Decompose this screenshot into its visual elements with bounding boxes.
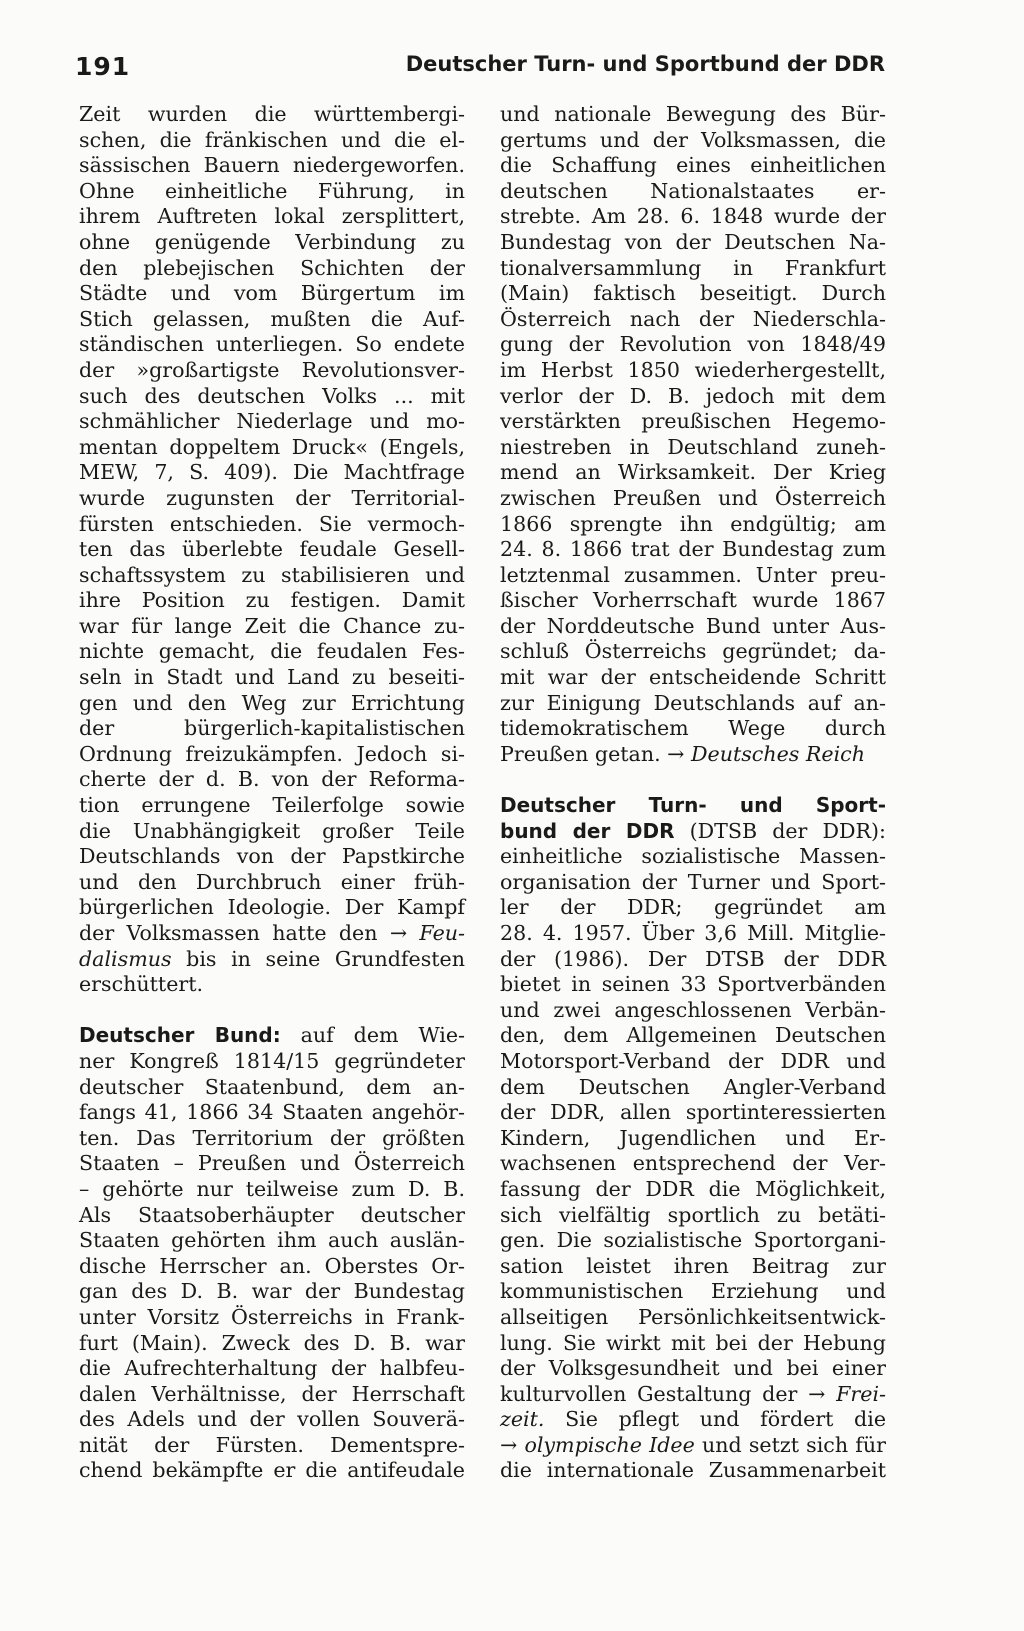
text-line: Als Staatsoberhäupter deutscher	[79, 1202, 465, 1227]
text-line: unter Vorsitz Österreichs in Frank-	[79, 1304, 465, 1329]
text-line: erschüttert.	[79, 972, 204, 997]
text-line: schen, die fränkischen und die el-	[79, 127, 465, 152]
text-line: zwischen Preußen und Österreich	[500, 485, 886, 510]
text-line: (Main) faktisch beseitigt. Durch	[500, 281, 886, 306]
text-line: dalen Verhältnisse, der Herrschaft	[79, 1381, 465, 1406]
text-line: Motorsport-Verband der DDR und	[500, 1048, 886, 1073]
text-line: ler der DDR; gegründet am	[500, 895, 886, 920]
text-line: gung der Revolution von 1848/49	[500, 332, 886, 357]
text-line: ßischer Vorherrschaft wurde 1867	[500, 588, 886, 613]
text-line: nichte gemacht, die feudalen Fes-	[79, 639, 465, 664]
text-line: Staaten – Preußen und Österreich	[79, 1151, 465, 1176]
text-line: gan des D. B. war der Bundestag	[79, 1279, 465, 1304]
text-line: ten. Das Territorium der größten	[79, 1125, 465, 1150]
text-line: gen und den Weg zur Errichtung	[79, 690, 465, 715]
text-line: schmählicher Niederlage und mo-	[79, 409, 465, 434]
text-line: zeit. Sie pflegt und fördert die	[500, 1407, 887, 1432]
text-line: bürgerlichen Ideologie. Der Kampf	[79, 895, 465, 920]
text-line: → olympische Idee und setzt sich für	[500, 1432, 887, 1457]
text-line: der (1986). Der DTSB der DDR	[500, 946, 886, 971]
text-line: 28. 4. 1957. Über 3,6 Mill. Mitglie-	[500, 921, 886, 945]
text-line: einheitliche sozialistische Massen-	[500, 844, 886, 869]
text-line: allseitigen Persönlichkeitsentwick-	[500, 1304, 886, 1329]
text-line: verlor der D. B. jedoch mit dem	[500, 383, 886, 408]
text-line: letztenmal zusammen. Unter preu-	[500, 562, 886, 587]
text-line: ihrem Auftreten lokal zersplittert,	[79, 204, 465, 229]
left-column	[79, 102, 465, 1484]
text-line: verstärkten preußischen Hegemo-	[500, 409, 886, 434]
text-line: und den Durchbruch einer früh-	[79, 869, 465, 894]
text-line: tidemokratischem Wege durch	[500, 716, 886, 741]
text-line: den, dem Allgemeinen Deutschen	[500, 1023, 886, 1048]
text-line: – gehörte nur teilweise zum D. B.	[79, 1176, 465, 1201]
text-line: Deutschlands von der Papstkirche	[79, 844, 465, 869]
text-line: Kindern, Jugendlichen und Er-	[500, 1125, 886, 1150]
text-line: ten das überlebte feudale Gesell-	[79, 537, 465, 562]
text-line: bund der DDR (DTSB der DDR):	[500, 818, 886, 843]
text-line: die Unabhängigkeit großer Teile	[79, 818, 465, 843]
text-line: wachsenen entsprechend der Ver-	[500, 1151, 886, 1176]
text-line: der Volksmassen hatte den → Feu-	[79, 921, 465, 945]
text-line: der DDR, allen sportinteressierten	[500, 1100, 886, 1125]
text-line: gen. Die sozialistische Sportorgani-	[500, 1228, 886, 1253]
text-line: die internationale Zusammenarbeit	[500, 1458, 886, 1483]
text-line: und nationale Bewegung des Bür-	[500, 102, 886, 126]
entry-term: bund der DDR	[500, 818, 675, 843]
text-line: fangs 41, 1866 34 Staaten angehör-	[79, 1100, 465, 1125]
text-line: der »großartigste Revolutionsver-	[79, 357, 465, 382]
text-line: kulturvollen Gestaltung der → Frei-	[500, 1381, 887, 1406]
text-line: schluß Österreichs gegründet; da-	[500, 639, 886, 664]
text-line: schaftssystem zu stabilisieren und	[79, 562, 465, 587]
cross-reference: dalismus	[79, 946, 172, 971]
text-line: die Schaffung eines einheitlichen	[500, 153, 886, 178]
text-line: sässischen Bauern niedergeworfen.	[79, 153, 465, 178]
text-line: wurde zugunsten der Territorial-	[79, 485, 465, 510]
text-line: Bundestag von der Deutschen Na-	[500, 229, 886, 254]
text-line: der bürgerlich-kapitalistischen	[79, 716, 465, 741]
text-line: dische Herrscher an. Oberstes Or-	[79, 1253, 465, 1278]
text-line: chend bekämpfte er die antifeudale	[79, 1458, 465, 1483]
text-line: des Adels und der vollen Souverä-	[79, 1407, 465, 1432]
cross-reference: zeit.	[500, 1407, 545, 1432]
text-line: strebte. Am 28. 6. 1848 wurde der	[500, 204, 886, 229]
cross-reference: Feu-	[419, 921, 465, 945]
cross-reference: Frei-	[836, 1381, 887, 1406]
text-line: ohne genügende Verbindung zu	[79, 229, 465, 254]
right-column	[500, 102, 886, 1484]
running-head: Deutscher Turn- und Sportbund der DDR	[405, 52, 885, 76]
text-line: mend an Wirksamkeit. Der Krieg	[500, 460, 886, 485]
text-line: ihre Position zu festigen. Damit	[79, 588, 465, 613]
text-line: fürsten entschieden. Sie vermoch-	[79, 511, 465, 536]
text-line: bietet in seinen 33 Sportverbänden	[500, 972, 886, 997]
entry-term: Deutscher Bund:	[79, 1023, 281, 1048]
text-line: fassung der DDR die Möglichkeit,	[500, 1176, 886, 1201]
text-line: war für lange Zeit die Chance zu-	[79, 613, 465, 638]
text-line: Staaten gehörten ihm auch auslän-	[79, 1228, 465, 1253]
text-line: ner Kongreß 1814/15 gegründeter	[79, 1048, 465, 1073]
text-line: mit war der entscheidende Schritt	[500, 665, 886, 690]
text-line: tionalversammlung in Frankfurt	[500, 255, 886, 280]
text-line: MEW, 7, S. 409). Die Machtfrage	[79, 460, 465, 485]
text-line: den plebejischen Schichten der	[79, 255, 465, 280]
text-line: Stich gelassen, mußten die Auf-	[79, 306, 465, 331]
text-line: deutscher Staatenbund, dem an-	[79, 1074, 465, 1099]
text-line: seln in Stadt und Land zu beseiti-	[79, 665, 465, 690]
text-line: der Volksgesundheit und bei einer	[500, 1356, 886, 1381]
text-line: ständischen unterliegen. So endete	[79, 332, 465, 357]
text-line: 1866 sprengte ihn endgültig; am	[500, 511, 886, 536]
text-line: sation leistet ihren Beitrag zur	[500, 1253, 886, 1278]
text-line: die Aufrechterhaltung der halbfeu-	[79, 1356, 465, 1381]
text-line: such des deutschen Volks ... mit	[79, 383, 465, 408]
text-line: furt (Main). Zweck des D. B. war	[79, 1330, 465, 1355]
text-line: Preußen getan. → Deutsches Reich	[500, 741, 865, 766]
continuation-text	[79, 102, 465, 921]
text-line: dalismus bis in seine Grundfesten	[79, 946, 466, 971]
text-line: Ohne einheitliche Führung, in	[79, 178, 465, 203]
text-line: der Norddeutsche Bund unter Aus-	[500, 613, 886, 638]
text-line: dem Deutschen Angler-Verband	[500, 1074, 886, 1099]
text-line: cherte der d. B. von der Reforma-	[79, 767, 465, 792]
text-line: gertums und der Volksmassen, die	[500, 127, 886, 152]
text-line: 24. 8. 1866 trat der Bundestag zum	[500, 537, 886, 562]
entry-dtsb	[500, 793, 886, 1484]
text-line: lung. Sie wirkt mit bei der Hebung	[500, 1330, 886, 1355]
text-line: niestreben in Deutschland zuneh-	[500, 434, 886, 459]
text-line: Ordnung freizukämpfen. Jedoch si-	[79, 741, 465, 766]
text-line: zur Einigung Deutschlands auf an-	[500, 690, 886, 715]
text-line: organisation der Turner und Sport-	[500, 869, 886, 894]
text-line	[500, 793, 886, 819]
text-line: Deutscher Bund: auf dem Wie-	[79, 1023, 465, 1048]
page-header	[75, 52, 885, 88]
text-line: mentan doppeltem Druck« (Engels,	[79, 434, 465, 459]
cross-reference: Deutsches Reich	[691, 741, 865, 766]
text-line: nität der Fürsten. Dementspre-	[79, 1432, 465, 1457]
page-number: 191	[75, 52, 131, 81]
text-line: deutschen Nationalstaates er-	[500, 178, 886, 203]
entry-deutscher-bund	[79, 1023, 465, 1484]
text-line: Österreich nach der Niederschla-	[500, 306, 886, 331]
text-line: sich vielfältig sportlich zu betäti-	[500, 1202, 886, 1227]
continuation-text	[500, 102, 886, 742]
cross-reference: olympische Idee	[524, 1432, 695, 1457]
text-line: Städte und vom Bürgertum im	[79, 281, 465, 306]
text-line: und zwei angeschlossenen Verbän-	[500, 997, 886, 1022]
text-line: kommunistischen Erziehung und	[500, 1279, 886, 1304]
text-line: Zeit wurden die württembergi-	[79, 102, 465, 126]
text-line: tion errungene Teilerfolge sowie	[79, 793, 465, 818]
entry-term: Deutscher Turn- und Sport-	[500, 793, 886, 818]
text-line: im Herbst 1850 wiederhergestellt,	[500, 357, 886, 382]
